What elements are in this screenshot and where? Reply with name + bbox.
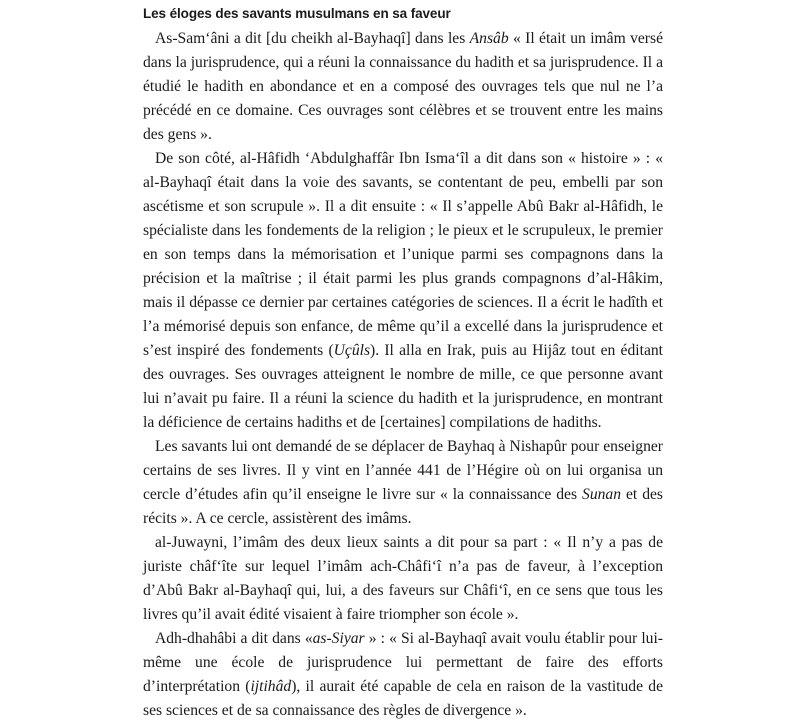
paragraph-nishapur: Les savants lui ont demandé de se déplacer de Bayhaq à Nishapûr pour enseigner certains de ses livres. Il y vint en l’année 441 de l’Hégire où on lui organisa un cercle d’études afin qu’il enseigne le livre sur « la connaissance des Sunan et des récits ». A ce cercle, assistèrent des imâms. (143, 438, 663, 527)
paragraph-as-samani: As-Sam‘âni a dit [du cheikh al-Bayhaqî] dans les Ansâb « Il était un imâm versé dans la jurisprudence, qui a réuni la connaissance du hadith et sa jurisprudence. Il a étudié le hadith en abondance et en a composé des ouvrages tels que nul ne l’a précédé en ce domaine. Ces ouvrages sont célèbres et se trouvent entre les mains des gens ». (143, 30, 663, 143)
paragraph-adh-dhahabi: Adh-dhahâbi a dit dans «as-Siyar » : « Si al-Bayhaqî avait voulu établir pour lui-même une école de jurisprudence lui permettant de faire des efforts d’interprétation (ijtihâd), il aurait été capable de cela en raison de la vastitude de ses sciences et de sa connaissance des règles de divergence ». (143, 630, 663, 719)
paragraph-abdulghaffar: De son côté, al-Hâfidh ‘Abdulghaffâr Ibn Isma‘îl a dit dans son « histoire » : « al-Bayhaqî était dans la voie des savants, se contentant de peu, embelli par son ascétisme et son scrupule ». Il a dit ensuite : « Il s’appelle Abû Bakr al-Hâfidh, le spécialiste dans les fondements de la religion ; le pieux et le scrupuleux, le premier en son temps dans la mémorisation et l’unique parmi ses compagnons dans la précision et la maîtrise ; il était parmi les plus grands compagnons d’al-Hâkim, mais il dépasse ce dernier par certaines catégories de sciences. Il a écrit le hadîth et l’a mémorisé depuis son enfance, de même qu’il a excellé dans la jurisprudence et s’est inspiré des fondements (Uçûls). Il alla en Irak, puis au Hijâz tout en éditant des ouvrages. Ses ouvrages atteignent le nombre de mille, ce que personne avant lui n’avait pu faire. Il a réuni la science du hadith et la jurisprudence, en montrant la déficience de certains hadiths et de [certaines] compilations de hadiths. (143, 150, 663, 431)
document-page (143, 4, 663, 723)
paragraph-al-juwayni: al-Juwayni, l’imâm des deux lieux saints a dit pour sa part : « Il n’y a pas de juriste châf‘îte sur lequel l’imâm ach-Châfi‘î n’a pas de faveur, à l’exception d’Abû Bakr al-Bayhaqî qui, lui, a des faveurs sur Châfi‘î, en ce sens que tous les livres qu’il avait édité visaient à faire triompher son école ». (143, 534, 663, 623)
section-heading: Les éloges des savants musulmans en sa faveur (143, 6, 451, 21)
